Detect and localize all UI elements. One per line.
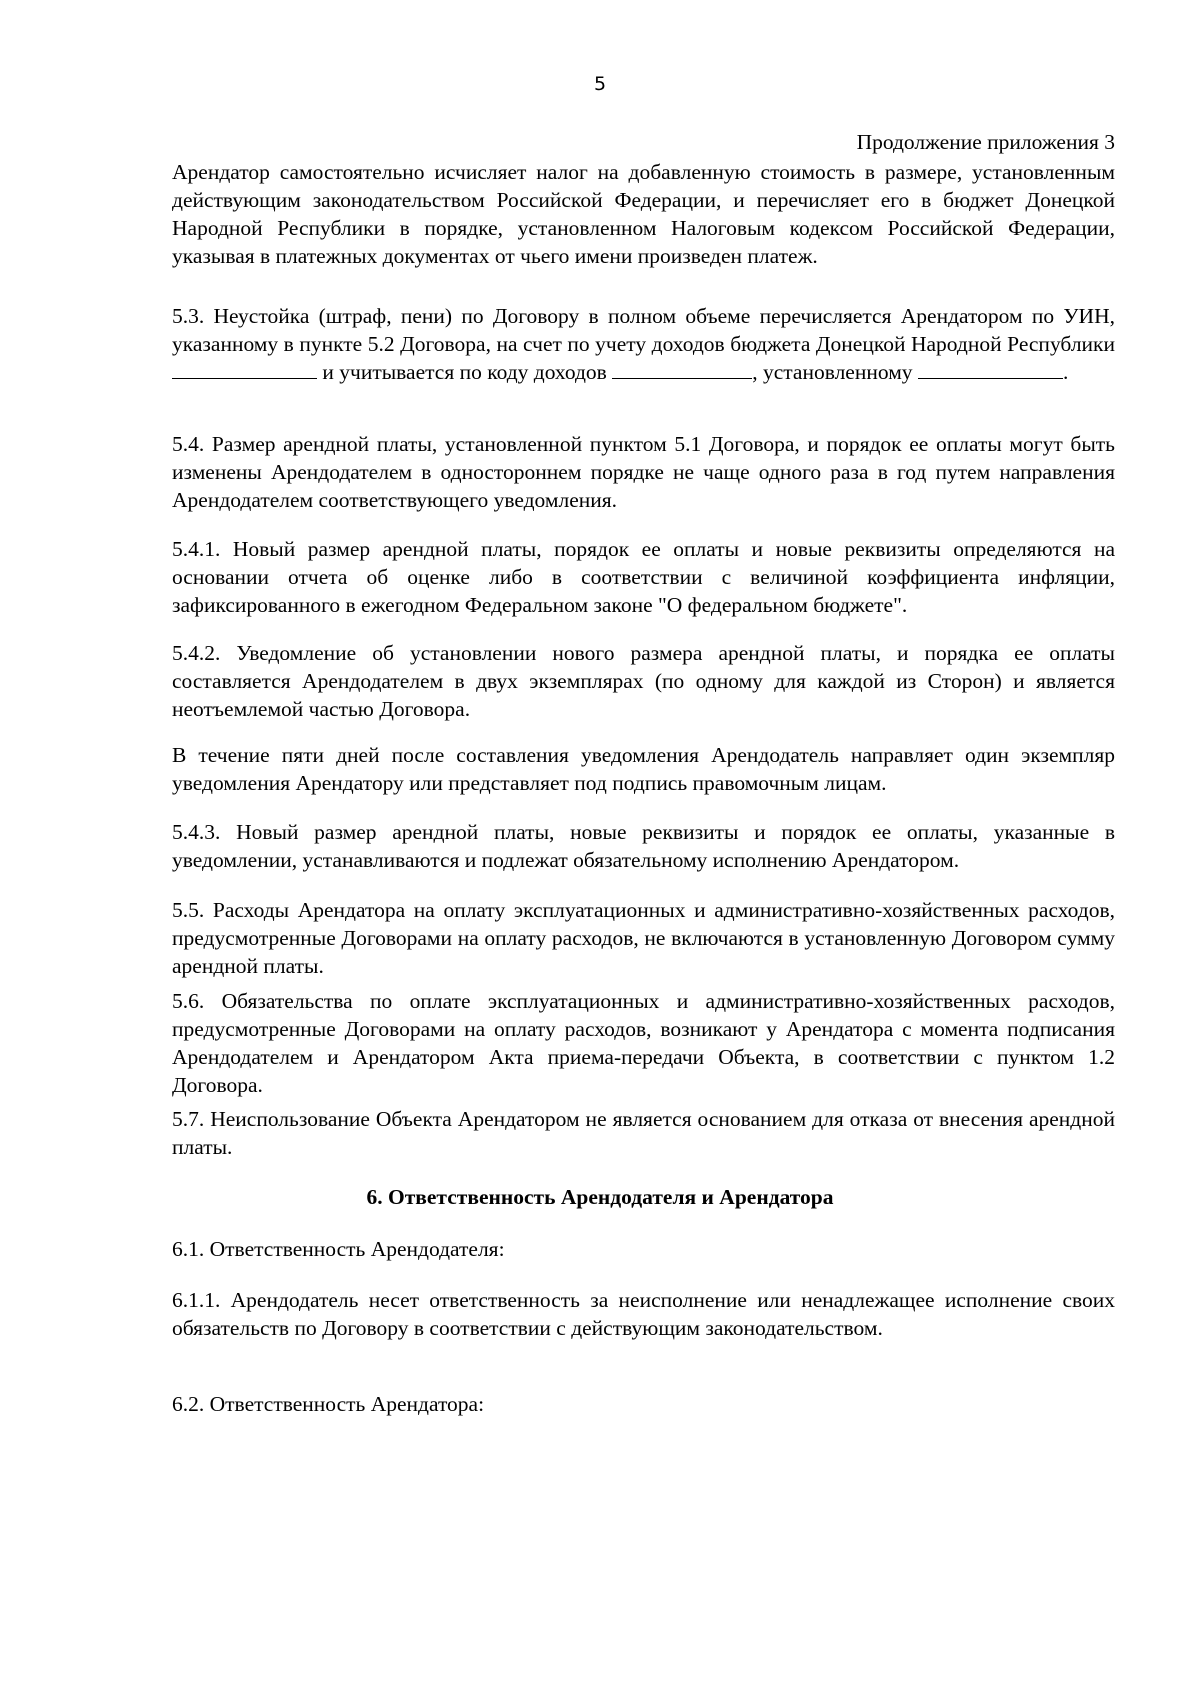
paragraph-6-2: 6.2. Ответственность Арендатора: bbox=[172, 1392, 485, 1416]
paragraph-5-7: 5.7. Неиспользование Объекта Арендатором не является основанием для отказа от внесения арендной платы. bbox=[172, 1107, 1115, 1159]
blank-account-field bbox=[172, 358, 317, 379]
paragraph-6-1: 6.1. Ответственность Арендодателя: bbox=[172, 1237, 505, 1261]
paragraph-5-3-comma: , bbox=[752, 360, 758, 384]
blank-income-code-field bbox=[612, 358, 752, 379]
section-heading-6: 6. Ответственность Арендодателя и Арендатора bbox=[366, 1185, 834, 1209]
paragraph-5-4-1: 5.4.1. Новый размер арендной платы, порядок ее оплаты и новые реквизиты определяются на основании отчета об оценке либо в соответствии с величиной коэффициента инфляции, зафиксированного в ежегодном Федеральном законе "О федеральном бюджете". bbox=[172, 537, 1115, 617]
paragraph-5-6: 5.6. Обязательства по оплате эксплуатационных и административно-хозяйственных расходов, предусмотренные Договорами на оплату расходов, возникают у Арендатора с момента подписания Арендодателем и Арендатором Акта приема-передачи Объекта, в соответствии с пунктом 1.2 Договора. bbox=[172, 989, 1115, 1097]
blank-established-by-field bbox=[918, 358, 1063, 379]
paragraph-5-3-text-2: и учитывается по коду доходов bbox=[322, 360, 607, 384]
paragraph-6-1-1: 6.1.1. Арендодатель несет ответственность за неисполнение или ненадлежащее исполнение своих обязательств по Договору в соответствии с действующим законодательством. bbox=[172, 1288, 1115, 1340]
paragraph-vat: Арендатор самостоятельно исчисляет налог на добавленную стоимость в размере, установленным действующим законодательством Российской Федерации, и перечисляет его в бюджет Донецкой Народной Республики в порядке, установленном Налоговым кодексом Российской Федерации, указывая в платежных документах от чьего имени произведен платеж. bbox=[172, 160, 1115, 268]
paragraph-5-3-text: 5.3. Неустойка (штраф, пени) по Договору в полном объеме перечисляется Арендатором по УИН, указанному в пункте 5.2 Договора, на счет по учету доходов бюджета Донецкой Народной Республики bbox=[172, 304, 1115, 356]
paragraph-5-3-period: . bbox=[1062, 360, 1069, 384]
appendix-continuation-label: Продолжение приложения 3 bbox=[856, 130, 1115, 154]
paragraph-5-4-2: 5.4.2. Уведомление об установлении нового размера арендной платы, и порядка ее оплаты составляется Арендодателем в двух экземплярах (по одному для каждой из Сторон) и является неотъемлемой частью Договора. bbox=[172, 641, 1115, 721]
paragraph-5-4-3: 5.4.3. Новый размер арендной платы, новые реквизиты и порядок ее оплаты, указанные в уведомлении, устанавливаются и подлежат обязательному исполнению Арендатором. bbox=[172, 820, 1115, 872]
paragraph-5-5: 5.5. Расходы Арендатора на оплату эксплуатационных и административно-хозяйственных расходов, предусмотренные Договорами на оплату расходов, не включаются в установленную Договором сумму арендной платы. bbox=[172, 898, 1115, 978]
paragraph-notice: В течение пяти дней после составления уведомления Арендодатель направляет один экземпляр уведомления Арендатору или представляет под подпись правомочным лицам. bbox=[172, 743, 1115, 795]
paragraph-5-4: 5.4. Размер арендной платы, установленной пунктом 5.1 Договора, и порядок ее оплаты могут быть изменены Арендодателем в одностороннем порядке не чаще одного раза в год путем направления Арендодателем соответствующего уведомления. bbox=[172, 432, 1115, 512]
paragraph-5-3-text-3: установленному bbox=[762, 360, 913, 384]
paragraph-5-3 bbox=[172, 302, 1115, 386]
page-number: 5 bbox=[593, 73, 607, 95]
